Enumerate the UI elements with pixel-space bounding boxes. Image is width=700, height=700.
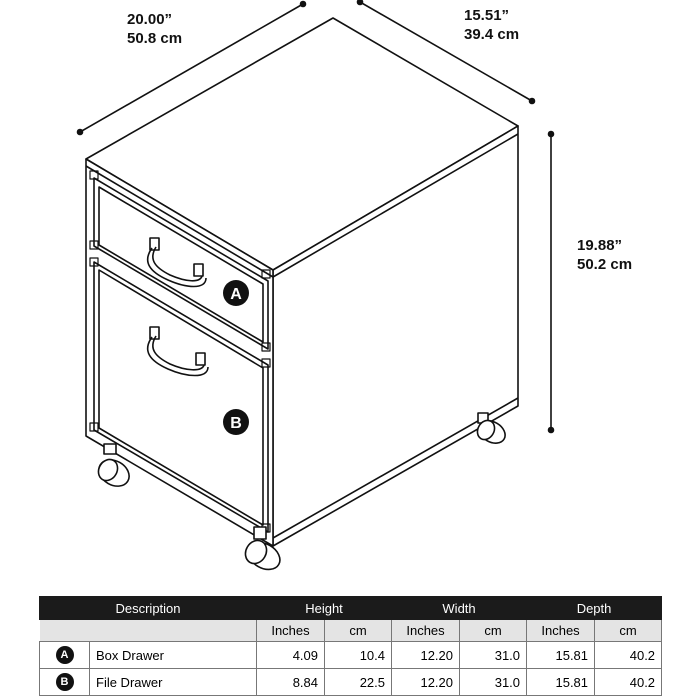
- row-width-in: 12.20: [392, 669, 460, 696]
- width-dimension-label: [127, 10, 182, 48]
- row-badge-cell: [40, 669, 90, 696]
- height-cm: 50.2 cm: [577, 256, 633, 273]
- row-height-cm: 22.5: [325, 669, 392, 696]
- row-width-in: 12.20: [392, 642, 460, 669]
- table-header-row: [40, 597, 662, 620]
- units-height-inches: Inches: [257, 620, 325, 642]
- table-row: [40, 642, 662, 669]
- table-units-row: [40, 620, 662, 642]
- cabinet-body: [86, 18, 518, 546]
- units-width-inches: Inches: [392, 620, 460, 642]
- callout-b-letter: B: [230, 415, 242, 432]
- width-inches: 20.00”: [127, 11, 173, 28]
- height-inches: 19.88”: [577, 237, 623, 254]
- row-height-in: 8.84: [257, 669, 325, 696]
- width-cm: 50.8 cm: [127, 30, 183, 47]
- table-row: [40, 669, 662, 696]
- depth-cm: 39.4 cm: [464, 26, 520, 43]
- drawer-spec-table: [39, 596, 662, 696]
- row-depth-cm: 40.2: [595, 669, 662, 696]
- header-height: Height: [257, 597, 392, 620]
- header-width: Width: [392, 597, 527, 620]
- row-height-in: 4.09: [257, 642, 325, 669]
- row-height-cm: 10.4: [325, 642, 392, 669]
- depth-dimension-label: [464, 6, 519, 44]
- callout-b-badge: [223, 409, 249, 435]
- row-badge: A: [56, 646, 74, 664]
- units-width-cm: cm: [460, 620, 527, 642]
- row-name: Box Drawer: [90, 642, 257, 669]
- units-height-cm: cm: [325, 620, 392, 642]
- callout-a-letter: A: [230, 286, 242, 303]
- height-dimension-line: [549, 132, 554, 433]
- units-depth-cm: cm: [595, 620, 662, 642]
- row-badge: B: [56, 673, 74, 691]
- header-description: Description: [40, 597, 257, 620]
- row-depth-in: 15.81: [527, 642, 595, 669]
- row-name: File Drawer: [90, 669, 257, 696]
- units-depth-inches: Inches: [527, 620, 595, 642]
- row-badge-cell: [40, 642, 90, 669]
- depth-inches: 15.51”: [464, 7, 510, 24]
- row-depth-in: 15.81: [527, 669, 595, 696]
- callout-a-badge: [223, 280, 249, 306]
- header-depth: Depth: [527, 597, 662, 620]
- height-dimension-label: [577, 236, 632, 274]
- row-width-cm: 31.0: [460, 642, 527, 669]
- row-width-cm: 31.0: [460, 669, 527, 696]
- units-blank-cell: [40, 620, 257, 642]
- row-depth-cm: 40.2: [595, 642, 662, 669]
